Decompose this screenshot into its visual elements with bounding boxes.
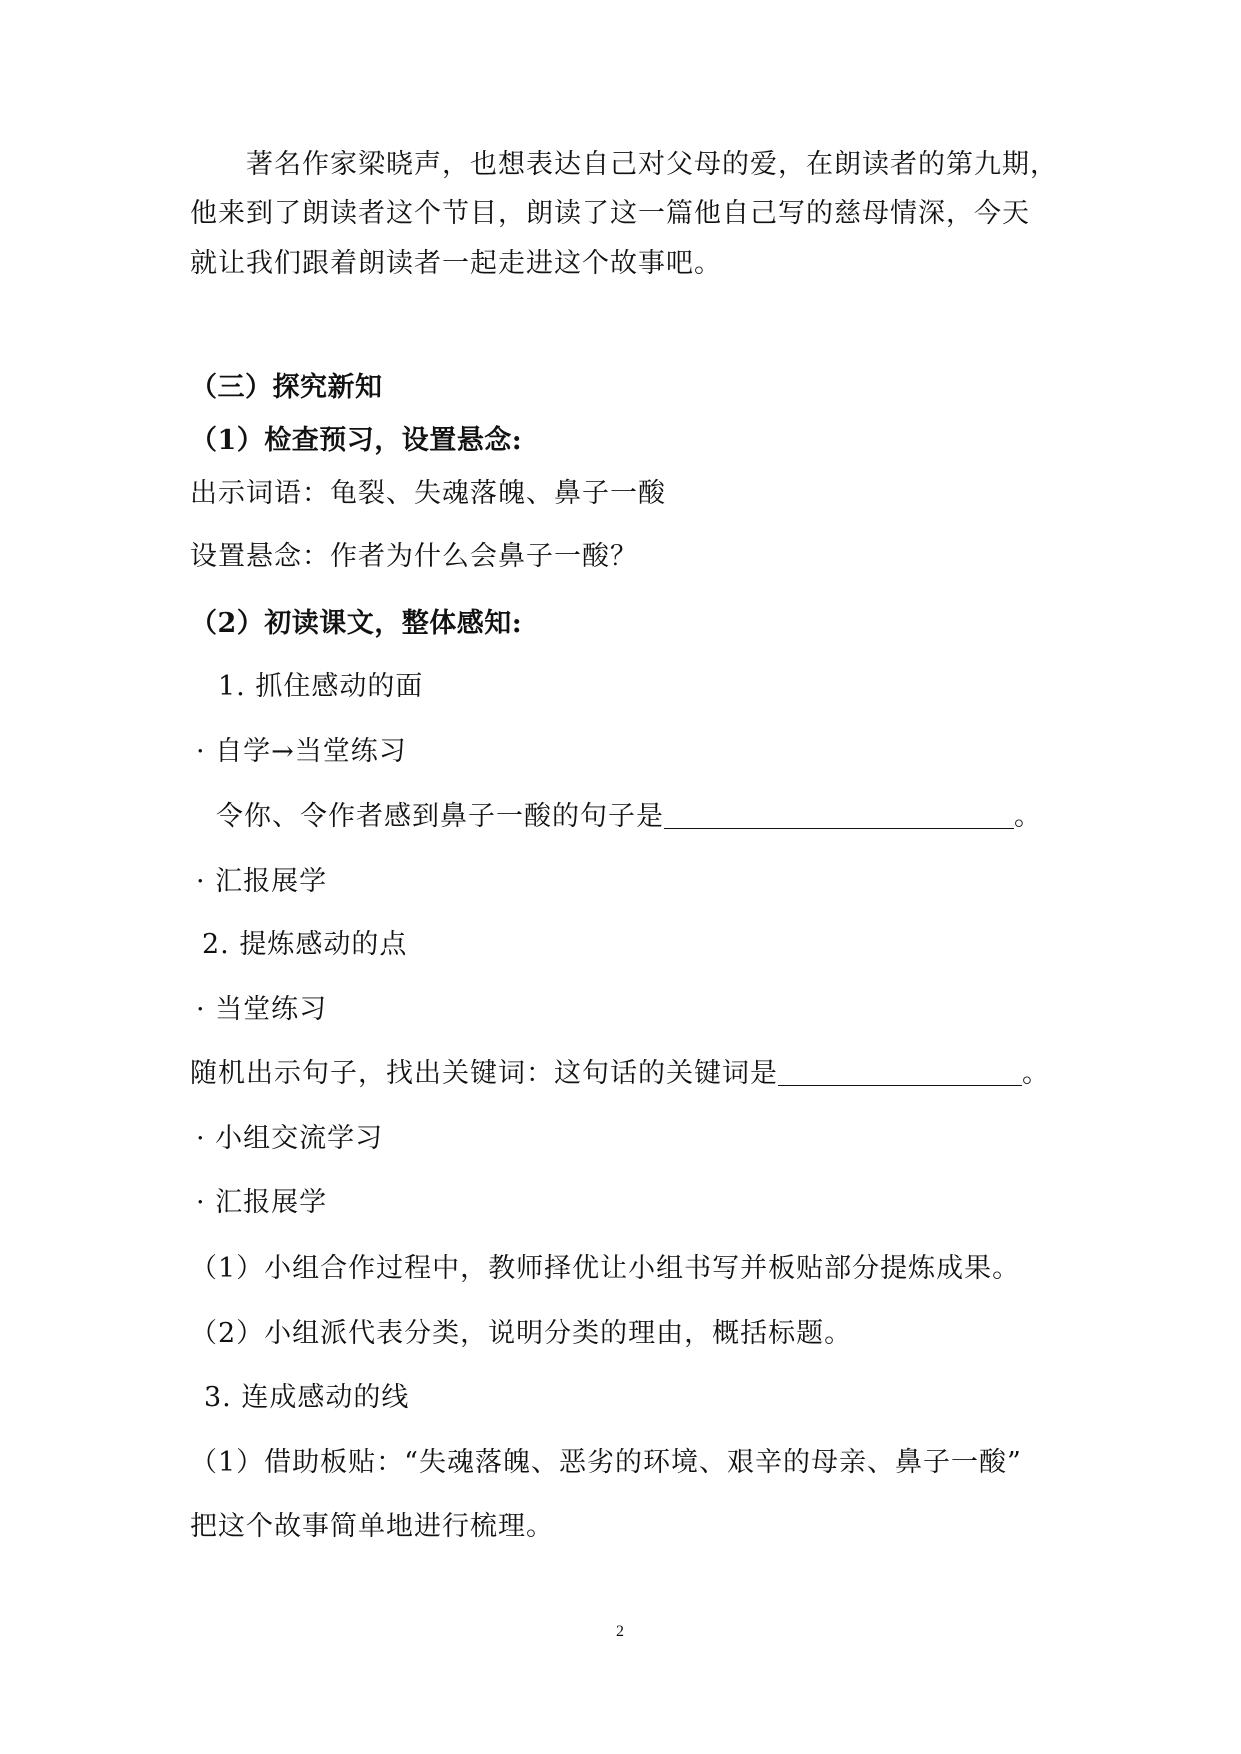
section-heading: （三）探究新知 <box>190 372 383 403</box>
intro-line-2: 他来到了朗读者这个节目，朗读了这一篇他自己写的慈母情深，今天 <box>190 198 1030 229</box>
intro-line-3: 就让我们跟着朗读者一起走进这个故事吧。 <box>190 248 722 279</box>
item1-exercise-text: 令你、令作者感到鼻子一酸的句子是 <box>216 801 664 832</box>
item3-step-1-line-2: 把这个故事简单地进行梳理。 <box>190 1511 554 1542</box>
answer-blank-1[interactable] <box>664 800 1014 829</box>
item3-title: 3. 连成感动的线 <box>204 1382 410 1413</box>
item2-bullet-practice: · 当堂练习 <box>196 994 328 1025</box>
item2-bullet-group: · 小组交流学习 <box>196 1123 384 1154</box>
page-number: 2 <box>616 1623 624 1640</box>
item1-exercise <box>216 797 1042 837</box>
answer-blank-2[interactable] <box>778 1057 1022 1086</box>
item1-title: 1. 抓住感动的面 <box>218 671 424 702</box>
sub2-heading: （2）初读课文，整体感知: <box>190 608 523 639</box>
item1-bullet-report: · 汇报展学 <box>196 866 328 897</box>
item1-exercise-end: 。 <box>1014 801 1042 832</box>
item2-exercise <box>190 1054 1050 1094</box>
item2-title: 2. 提炼感动的点 <box>202 929 408 960</box>
intro-line-1: 著名作家梁晓声，也想表达自己对父母的爱，在朗读者的第九期， <box>246 149 1058 180</box>
item2-step-2: （2）小组派代表分类，说明分类的理由，概括标题。 <box>190 1318 853 1349</box>
item2-exercise-text: 随机出示句子，找出关键词：这句话的关键词是 <box>190 1058 778 1089</box>
sub1-question: 设置悬念：作者为什么会鼻子一酸？ <box>190 541 638 572</box>
sub1-heading: （1）检查预习，设置悬念: <box>190 425 523 456</box>
item2-step-1: （1）小组合作过程中，教师择优让小组书写并板贴部分提炼成果。 <box>190 1253 1021 1284</box>
sub1-words: 出示词语：龟裂、失魂落魄、鼻子一酸 <box>190 478 666 509</box>
item2-bullet-report: · 汇报展学 <box>196 1187 328 1218</box>
item1-bullet-self-study: · 自学→当堂练习 <box>196 736 407 767</box>
item3-step-1-line-1: （1）借助板贴：“失魂落魄、恶劣的环境、艰辛的母亲、鼻子一酸” <box>190 1447 1022 1478</box>
item2-exercise-end: 。 <box>1022 1058 1050 1089</box>
